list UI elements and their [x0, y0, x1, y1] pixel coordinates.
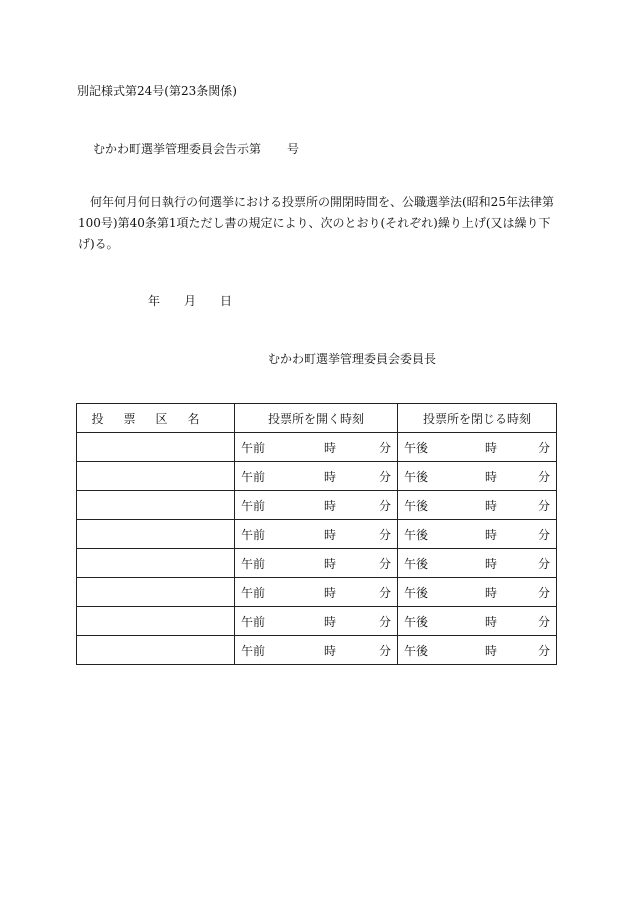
table-row	[77, 607, 557, 636]
close-minute-label: 分	[537, 527, 550, 542]
open-minute-label: 分	[378, 498, 391, 513]
close-hour-label: 時	[484, 527, 497, 542]
date-month: 月	[184, 294, 197, 308]
open-minute-label: 分	[378, 440, 391, 455]
table-row	[77, 433, 557, 462]
open-period-label: 午前	[241, 440, 266, 455]
open-period-label: 午前	[241, 585, 266, 600]
table-row	[77, 520, 557, 549]
header-district: 投票区名	[77, 404, 235, 433]
close-time-cell	[398, 636, 557, 665]
open-minute-label: 分	[378, 614, 391, 629]
district-cell	[77, 520, 235, 549]
close-period-label: 午後	[404, 643, 429, 658]
table-header-row	[77, 404, 557, 433]
open-minute-label: 分	[378, 527, 391, 542]
district-cell	[77, 607, 235, 636]
form-number: 別記様式第24号(第23条関係)	[77, 84, 237, 98]
date-year: 年	[148, 294, 161, 308]
close-time-cell	[398, 520, 557, 549]
district-cell	[77, 491, 235, 520]
open-minute-label: 分	[378, 585, 391, 600]
open-time-cell	[235, 491, 398, 520]
close-minute-label: 分	[537, 440, 550, 455]
close-hour-label: 時	[484, 440, 497, 455]
table-row	[77, 491, 557, 520]
close-hour-label: 時	[484, 556, 497, 571]
close-period-label: 午後	[404, 556, 429, 571]
close-hour-label: 時	[484, 614, 497, 629]
district-cell	[77, 549, 235, 578]
close-hour-label: 時	[484, 498, 497, 513]
notice-title	[93, 140, 299, 157]
close-period-label: 午後	[404, 614, 429, 629]
close-hour-label: 時	[484, 585, 497, 600]
open-hour-label: 時	[323, 614, 336, 629]
close-minute-label: 分	[537, 614, 550, 629]
close-time-cell	[398, 549, 557, 578]
date-line	[148, 292, 232, 309]
district-cell	[77, 462, 235, 491]
open-time-cell	[235, 607, 398, 636]
close-hour-label: 時	[484, 469, 497, 484]
open-hour-label: 時	[323, 469, 336, 484]
close-period-label: 午後	[404, 527, 429, 542]
close-period-label: 午後	[404, 498, 429, 513]
open-hour-label: 時	[323, 498, 336, 513]
open-time-cell	[235, 462, 398, 491]
open-hour-label: 時	[323, 643, 336, 658]
close-minute-label: 分	[537, 469, 550, 484]
open-time-cell	[235, 549, 398, 578]
close-minute-label: 分	[537, 585, 550, 600]
date-day: 日	[220, 294, 233, 308]
open-hour-label: 時	[323, 440, 336, 455]
open-time-cell	[235, 636, 398, 665]
open-period-label: 午前	[241, 556, 266, 571]
close-minute-label: 分	[537, 498, 550, 513]
district-cell	[77, 578, 235, 607]
close-time-cell	[398, 491, 557, 520]
open-time-cell	[235, 520, 398, 549]
open-minute-label: 分	[378, 469, 391, 484]
header-close-time: 投票所を閉じる時刻	[398, 404, 557, 433]
table-row	[77, 636, 557, 665]
close-time-cell	[398, 462, 557, 491]
close-time-cell	[398, 433, 557, 462]
close-period-label: 午後	[404, 585, 429, 600]
table-row	[77, 578, 557, 607]
notice-body-text: 何年何月何日執行の何選挙における投票所の開閉時間を、公職選挙法(昭和25年法律第100号)第40条第1項ただし書の規定により、次のとおり(それぞれ)繰り上げ(又は繰り下げ)る。	[78, 195, 554, 251]
open-period-label: 午前	[241, 643, 266, 658]
open-time-cell	[235, 433, 398, 462]
close-minute-label: 分	[537, 556, 550, 571]
open-hour-label: 時	[323, 527, 336, 542]
close-time-cell	[398, 578, 557, 607]
notice-body	[78, 192, 556, 255]
close-hour-label: 時	[484, 643, 497, 658]
open-hour-label: 時	[323, 556, 336, 571]
open-period-label: 午前	[241, 527, 266, 542]
table-row	[77, 549, 557, 578]
notice-title-prefix: むかわ町選挙管理委員会告示第	[93, 142, 262, 156]
open-hour-label: 時	[323, 585, 336, 600]
district-cell	[77, 433, 235, 462]
signatory: むかわ町選挙管理委員会委員長	[268, 352, 437, 366]
open-period-label: 午前	[241, 614, 266, 629]
open-time-cell	[235, 578, 398, 607]
open-minute-label: 分	[378, 556, 391, 571]
open-period-label: 午前	[241, 469, 266, 484]
district-cell	[77, 636, 235, 665]
close-period-label: 午後	[404, 440, 429, 455]
close-minute-label: 分	[537, 643, 550, 658]
close-period-label: 午後	[404, 469, 429, 484]
header-open-time: 投票所を開く時刻	[235, 404, 398, 433]
polling-hours-table	[76, 403, 557, 665]
open-period-label: 午前	[241, 498, 266, 513]
notice-title-suffix: 号	[287, 142, 300, 156]
table-row	[77, 462, 557, 491]
close-time-cell	[398, 607, 557, 636]
open-minute-label: 分	[378, 643, 391, 658]
